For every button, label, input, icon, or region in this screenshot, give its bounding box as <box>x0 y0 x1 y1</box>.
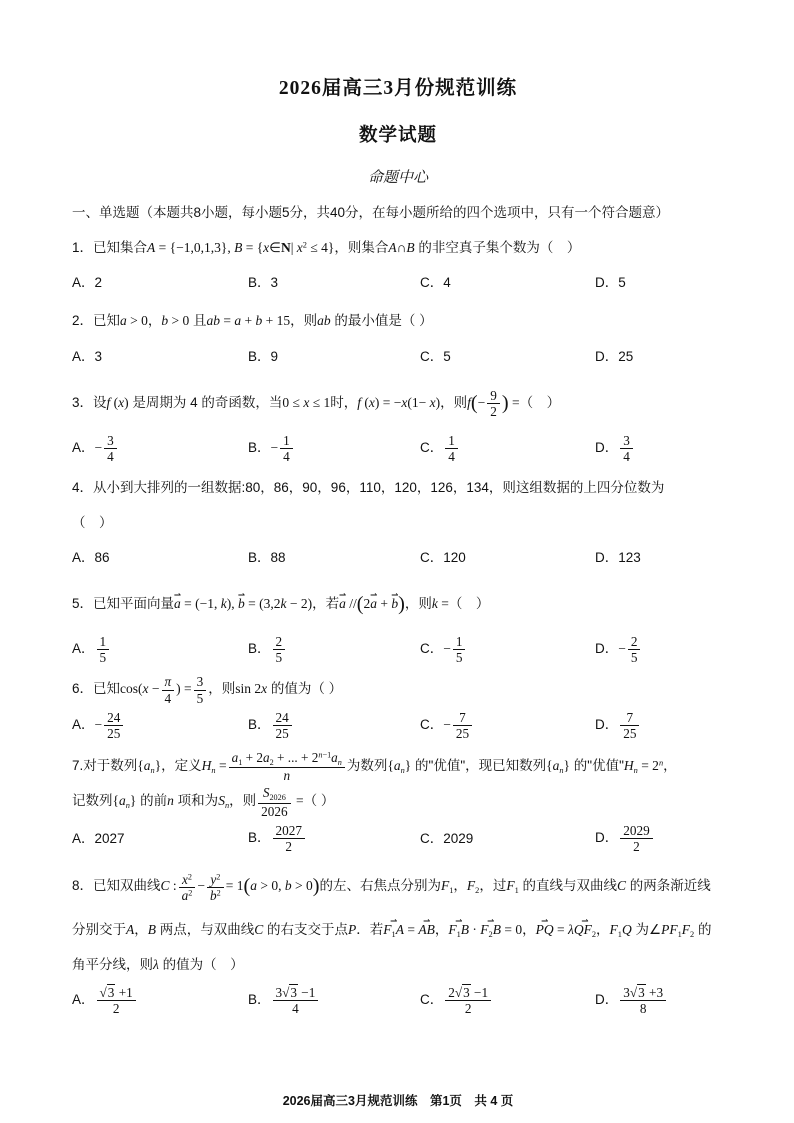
question-6-stem: 6．已知cos(x − $\frac{\pi}{4}$ ) = $\frac{3}{5}$ ，则sin 2x 的值为（ ） <box>72 674 343 706</box>
question-4-stem: 4．从小到大排列的一组数据:80，86，90，96，110，120，126，134，则这组数据的上四分位数为 （ ） <box>72 480 665 530</box>
exam-title: 2026届高三3月份规范训练 <box>278 78 518 99</box>
question-7-option-a: A．2027 <box>72 831 125 847</box>
question-6-option-c: C．− $\frac{7}{25}$ <box>420 709 595 743</box>
question-2-option-a: A．3 <box>72 348 103 364</box>
question-1-options <box>72 267 724 298</box>
question-2 <box>72 304 724 377</box>
question-8-option-a: A． $\frac{√3 +1}{2}$ <box>72 984 248 1018</box>
question-7-stem: 7.对于数列$\{a_n\}$，定义$H_n$ = $\frac{a_1 + 2a_2 + ... + 2^{n-1}a_n}{n}$ 为数列$\{a_n\}$ 的"优值"，现已知数列$\{a_n\}$ 的"优值"$H_n = 2^n$， 记数列$\{a_n\}$ 的前n 项和为$S_n$，则 $\frac{S_{2026}}{2026}$ =（ ） <box>72 749 677 819</box>
section-heading: 一、单选题（本题共8小题，每小题5分，共40分，在每小题所给的四个选项中，只有一个符合题意） <box>72 205 670 220</box>
question-4-options <box>72 542 724 573</box>
question-6-option-a: A．− $\frac{24}{25}$ <box>72 709 248 743</box>
question-6-options <box>72 709 724 743</box>
question-1-stem: 1．已知集合A = {−1,0,1,3}, B = {x∈N| $x^2 \le 4$}，则集合A∩B 的非空真子集个数为（ ） <box>72 239 581 255</box>
question-5-option-d: D．− $\frac{2}{5}$ <box>595 633 724 667</box>
question-3-option-b: B．− $\frac{1}{4}$ <box>248 432 420 466</box>
question-8 <box>72 861 724 1023</box>
question-2-stem: 2．已知a > 0，b > 0 且ab = a + b + 15，则ab 的最小值是（ ） <box>72 313 433 329</box>
question-3 <box>72 378 724 471</box>
question-6-option-d: D． $\frac{7}{25}$ <box>595 709 724 743</box>
question-4-option-a: A．86 <box>72 549 110 565</box>
question-2-options <box>72 341 724 372</box>
question-7-option-d: D． $\frac{2029}{2}$ <box>595 822 724 856</box>
exam-subtitle: 数学试题 <box>358 126 437 146</box>
exam-source: 命题中心 <box>367 170 428 186</box>
question-1-option-d: D．5 <box>595 275 626 291</box>
question-8-option-c: C． $\frac{2√3 -1}{2}$ <box>420 984 595 1018</box>
question-3-options <box>72 432 724 466</box>
question-2-option-b: B．9 <box>248 348 279 364</box>
question-5-options <box>72 633 724 667</box>
question-7-options <box>72 822 724 856</box>
page-footer: 2026届高三3月规范训练 第1页 共 4 页 <box>282 1094 514 1108</box>
question-1-option-a: A．2 <box>72 275 103 291</box>
question-4-option-b: B．88 <box>248 549 286 565</box>
question-5 <box>72 579 724 672</box>
question-1 <box>72 231 724 304</box>
question-7 <box>72 749 724 862</box>
question-1-option-c: C．4 <box>420 275 451 291</box>
question-5-stem: 5．已知平面向量⇀ a = (−1, k), ⇀ b = (3,2k − 2)，若⇀ a //(2⇀ a + ⇀ b)，则k =（ ） <box>72 579 724 631</box>
question-6 <box>72 672 724 748</box>
question-2-option-d: D．25 <box>595 348 634 364</box>
question-7-option-c: C．2029 <box>420 831 474 847</box>
question-5-option-c: C．− $\frac{1}{5}$ <box>420 633 595 667</box>
question-4-option-c: C．120 <box>420 549 466 565</box>
question-7-option-b: B． $\frac{2027}{2}$ <box>248 822 420 856</box>
question-3-stem: 3．设f (x) 是周期为 4 的奇函数，当0 ≤ x ≤ 1时，f (x) = −x(1− x)，则f(− $\frac{9}{2}$ ) =（ ） <box>72 387 561 420</box>
question-3-option-a: A．− $\frac{3}{4}$ <box>72 432 248 466</box>
question-8-option-b: B． $\frac{3√3 -1}{4}$ <box>248 984 420 1018</box>
question-6-option-b: B． $\frac{24}{25}$ <box>248 709 420 743</box>
question-2-option-c: C．5 <box>420 348 451 364</box>
question-8-option-d: D． $\frac{3√3 +3}{8}$ <box>595 984 724 1018</box>
question-4 <box>72 471 724 579</box>
question-4-option-d: D．123 <box>595 549 641 565</box>
question-5-option-a: A． $\frac{1}{5}$ <box>72 633 248 667</box>
question-8-stem: 8．已知双曲线C : $\frac{x^2}{a^2}$ − $\frac{y^2}{b^2}$ = 1(a > 0, b > 0)的左、右焦点分别为$F_1$，$F_2$，过$F_1$ 的直线与双曲线C 的两条渐近线分别交于A，B 两点，与双曲线C 的右支交于点P．若⇀ $F_1A$ = ⇀ AB，⇀ $F_1B$ · ⇀ $F_2B = 0$，⇀ PQ = λ⇀ $QF_2$，$F_1Q$ 为$\angle PF_1F_2$ 的角平分线，则λ 的值为（ ） <box>72 861 724 981</box>
question-8-options <box>72 984 724 1018</box>
question-3-option-c: C． $\frac{1}{4}$ <box>420 432 595 466</box>
question-5-option-b: B． $\frac{2}{5}$ <box>248 633 420 667</box>
question-1-option-b: B．3 <box>248 275 279 291</box>
question-3-option-d: D． $\frac{3}{4}$ <box>595 432 724 466</box>
